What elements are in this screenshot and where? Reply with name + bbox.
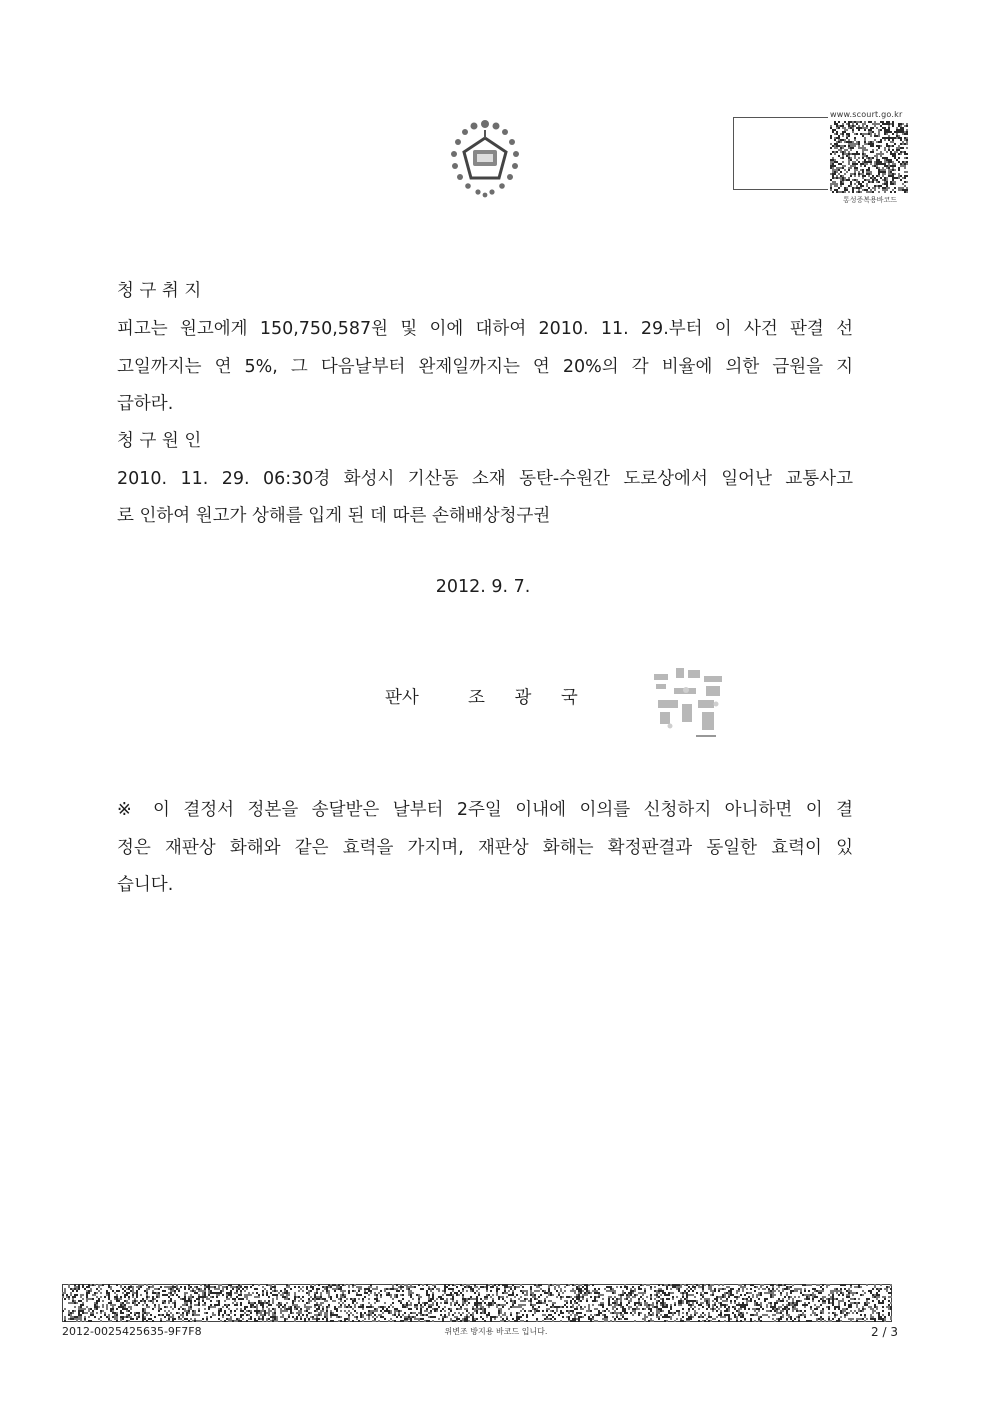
judge-title: 판사 — [385, 688, 419, 708]
document-number: 2012-0025425635-9F7F8 — [62, 1325, 202, 1338]
claim-purpose-line: 고일까지는 연 5%, 그 다음날부터 완제일까지는 연 20%의 각 비율에 의한 금원을 지 — [117, 357, 853, 377]
barcode-caption: 통성증복용바코드 — [842, 196, 898, 204]
claim-purpose-line: 급하라. — [117, 394, 174, 414]
notice-line: 정은 재판상 화해와 같은 효력을 가지며, 재판상 화해는 확정판결과 동일한 효력이 있 — [117, 838, 853, 858]
anti-forgery-barcode — [62, 1284, 892, 1322]
court-url: www.scourt.go.kr — [830, 110, 903, 119]
anti-forgery-caption: 위변조 방지용 바코드 입니다. — [444, 1327, 548, 1336]
notice-line: 습니다. — [117, 875, 174, 895]
judge-name: 조 광 국 — [468, 688, 590, 708]
claim-cause-heading: 청 구 원 인 — [117, 431, 202, 451]
claim-cause-line: 2010. 11. 29. 06:30경 화성시 기산동 소재 동탄-수원간 도로상에서 일어난 교통사고 — [117, 469, 853, 489]
decision-date: 2012. 9. 7. — [435, 577, 531, 597]
court-emblem-icon — [440, 112, 530, 204]
judge-seal-icon — [646, 660, 730, 742]
notice-line: ※ 이 결정서 정본을 송달받은 날부터 2주일 이내에 이의를 신청하지 아니하면 이 결 — [117, 800, 853, 820]
page-number: 2 / 3 — [871, 1325, 898, 1339]
claim-purpose-line: 피고는 원고에게 150,750,587원 및 이에 대하여 2010. 11. 29.부터 이 사건 판결 선 — [117, 319, 853, 339]
claim-purpose-heading: 청 구 취 지 — [117, 281, 202, 301]
verification-barcode — [830, 121, 908, 193]
verification-box — [733, 117, 828, 190]
claim-cause-line: 로 인하여 원고가 상해를 입게 된 데 따른 손해배상청구권 — [117, 506, 551, 526]
